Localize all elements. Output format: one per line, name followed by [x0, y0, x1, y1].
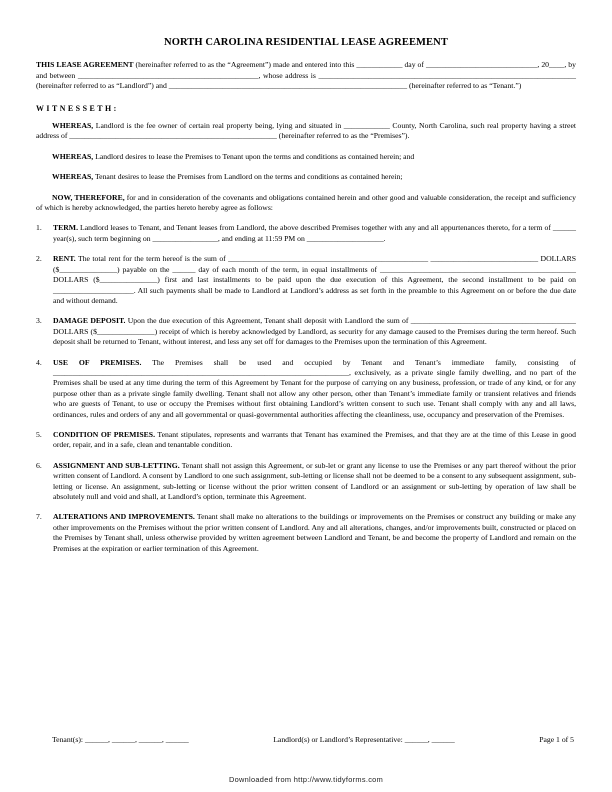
section-heading: TERM.: [53, 223, 78, 233]
section-text: Tenant shall not assign this Agreement, or sub-let or grant any license to use the Premises or any part thereof without the prior written consent of Landlord. A consent by Landlord to one such assignment, sub-letting or license shall not be deemed to be a consent to any subsequent assignment, sub-letting or license. An assignment, sub-letting or license without the prior written consent of Landlord or an assignment or sub-letting by operation of law shall be absolutely null and void and shall, at Landlord’s option, terminate this Agreement.: [53, 460, 576, 501]
recital-text: Landlord is the fee owner of certain real property being, lying and situated in ____________ County, North Carolina, such real property having a street address of ______________________________________________________ (hereinafter referred to as the “Premises”).: [36, 121, 576, 141]
intro-paragraph: [36, 60, 576, 91]
section-text: Landlord leases to Tenant, and Tenant leases from Landlord, the above described Premises together with any and all appurtenances thereto, for a term of ______ year(s), such term beginning on _________________, and ending at 11:59 PM on ____________________.: [53, 223, 576, 243]
section-number: 4.: [36, 357, 42, 367]
recital-2: [36, 152, 576, 162]
section-number: 1.: [36, 223, 42, 233]
landlord-initials: Landlord(s) or Landlord’s Representative: ______, ______: [273, 735, 455, 744]
now-therefore-text: for and in consideration of the covenants and obligations contained herein and other good and valuable consideration, the receipt and sufficiency of which is hereby acknowledged, the parties hereto hereby agree as follows:: [36, 192, 576, 213]
intro-text: (hereinafter referred to as the “Agreement”) made and entered into this ____________ day of _____________________________, 20____, by and between _______________________________________________, whose address is ___________________________________________________________________ (hereinafter referred to as “Landlord”) and ______________________________________________________________ (hereinafter referred to as “Tenant.”): [36, 60, 576, 91]
section-text: The Premises shall be used and occupied by Tenant and Tenant’s immediate family, consisting of _____________________________________________________________________________, exclusively, as a private single family dwelling, and no part of the Premises shall be used at any time during the term of this Agreement by Tenant for the purpose of carrying on any business, profession, or trade of any kind, or for any purpose other than as a private single family dwelling. Tenant shall not allow any other person, other than Tenant’s immediate family or transient relatives and friends who are guests of Tenant, to use or occupy the Premises without first obtaining Landlord’s written consent to such use. Tenant shall comply with any and all laws, ordinances, rules and orders of any and all governmental or quasi-governmental authorities affecting the cleanliness, use, occupancy and preservation of the Premises.: [53, 357, 576, 419]
now-therefore-lead: NOW, THEREFORE,: [52, 192, 125, 202]
section-heading: USE OF PREMISES.: [53, 357, 142, 367]
section-text: Upon the due execution of this Agreement, Tenant shall deposit with Landlord the sum of ___________________________________________ DOLLARS ($_______________) receipt of which is hereby acknowledged by Landlord, as security for any damage caused to the Premises during the term hereof. Such deposit shall be returned to Tenant, without interest, and less any set off for damages to the Premises upon the termination of this Agreement.: [53, 316, 576, 347]
section-text: Tenant shall make no alterations to the buildings or improvements on the Premises or construct any building or make any other improvements on the Premises without the prior written consent of Landlord. Any and all alterations, changes, and/or improvements built, constructed or placed on the Premises by Tenant shall, unless otherwise provided by written agreement between Landlord and Tenant, be and become the property of Landlord and remain on the Premises at the expiration or earlier termination of this Agreement.: [53, 512, 576, 553]
section-text: The total rent for the term hereof is the sum of ____________________________________________________ ____________________________ DOLLARS ($_______________) payable on the ______ day of each month of the term, in equal installments of ___________________________________________________ DOLLARS ($_______________) first and last installments to be paid upon the due execution of this Agreement, the second installment to be paid on _____________________. All such payments shall be made to Landlord at Landlord’s address as set forth in the preamble to this Agreement on or before the due date and without demand.: [53, 254, 576, 305]
tenant-initials: Tenant(s): ______, ______, ______, ______: [52, 735, 189, 744]
now-therefore-paragraph: [36, 193, 576, 214]
section-heading: RENT.: [53, 254, 76, 264]
section-rent: [36, 254, 576, 306]
section-heading: ASSIGNMENT AND SUB-LETTING.: [53, 460, 180, 470]
section-use-of-premises: [36, 358, 576, 420]
page-number: Page 1 of 5: [539, 735, 574, 744]
recital-text: Tenant desires to lease the Premises from Landlord on the terms and conditions as contained herein;: [93, 172, 403, 182]
section-number: 2.: [36, 254, 42, 264]
section-alterations: [36, 512, 576, 554]
section-damage-deposit: [36, 316, 576, 347]
section-term: [36, 223, 576, 244]
recital-lead: WHEREAS,: [52, 172, 94, 182]
recital-lead: WHEREAS,: [52, 121, 94, 131]
section-text: Tenant stipulates, represents and warrants that Tenant has examined the Premises, and that they are at the time of this Lease in good order, repair, and in a safe, clean and tenantable condition.: [53, 429, 576, 450]
section-number: 5.: [36, 429, 42, 439]
recital-text: Landlord desires to lease the Premises to Tenant upon the terms and conditions as contained herein; and: [93, 151, 415, 161]
intro-lead: THIS LEASE AGREEMENT: [36, 60, 134, 70]
section-number: 6.: [36, 460, 42, 470]
section-heading: ALTERATIONS AND IMPROVEMENTS.: [53, 512, 195, 522]
section-assignment-subletting: [36, 461, 576, 503]
section-number: 3.: [36, 316, 42, 326]
section-heading: DAMAGE DEPOSIT.: [53, 316, 126, 326]
download-source-note: Downloaded from http://www.tidyforms.com: [228, 775, 384, 784]
page-footer: [52, 735, 574, 745]
document-title: NORTH CAROLINA RESIDENTIAL LEASE AGREEMENT: [164, 37, 448, 48]
section-heading: CONDITION OF PREMISES.: [53, 429, 155, 439]
witnesseth-heading: WITNESSETH:: [36, 103, 119, 113]
section-number: 7.: [36, 512, 42, 522]
recital-3: [36, 172, 576, 182]
section-condition-of-premises: [36, 430, 576, 451]
recital-1: [36, 121, 576, 142]
recital-lead: WHEREAS,: [52, 151, 94, 161]
